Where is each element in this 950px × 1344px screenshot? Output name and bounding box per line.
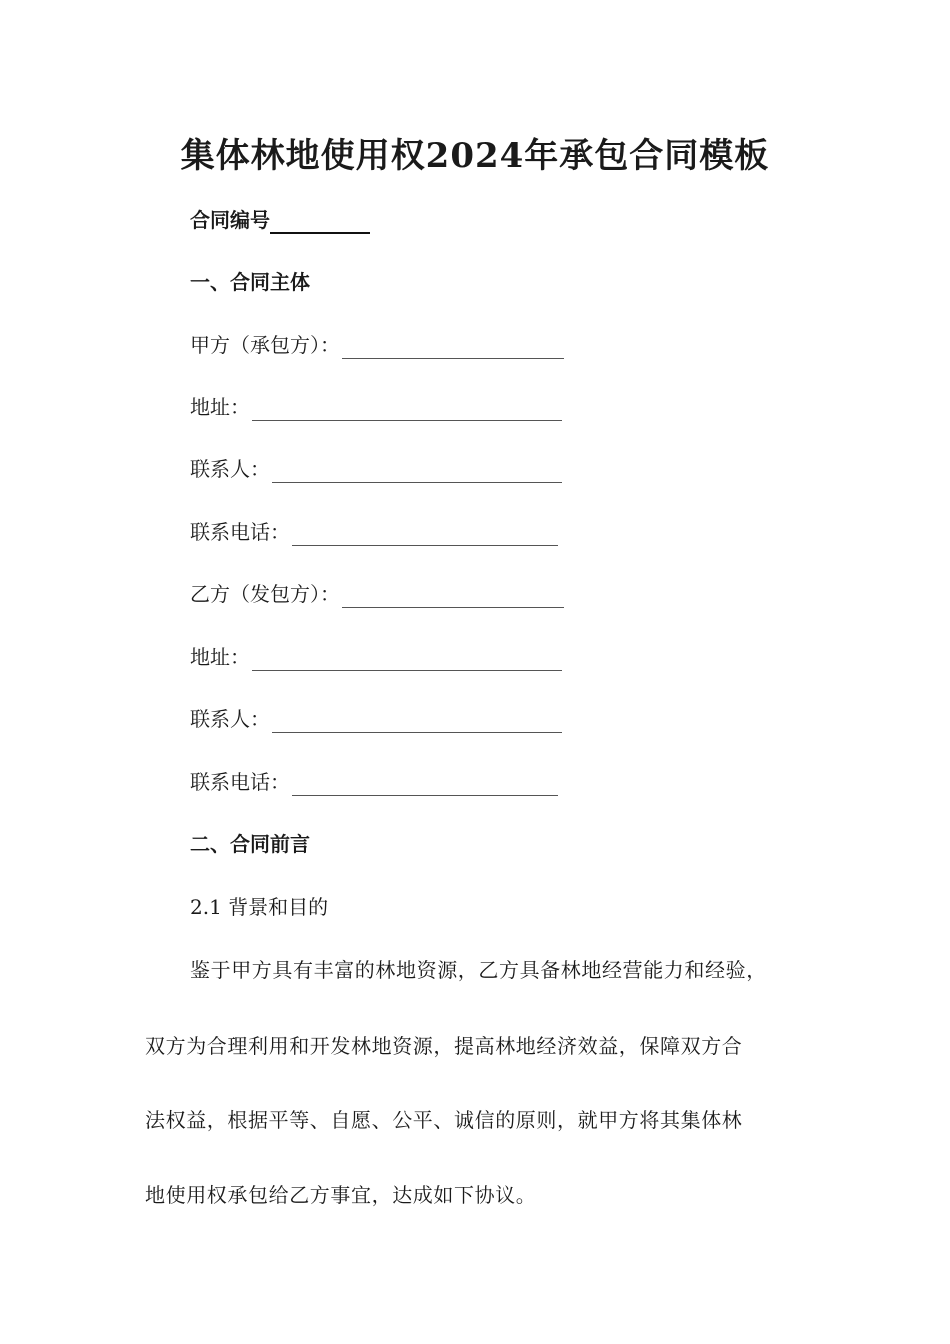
party-b-contact-blank[interactable] [272, 712, 562, 733]
preamble-line-1: 鉴于甲方具有丰富的林地资源，乙方具备林地经营能力和经验， [190, 958, 767, 982]
section2-heading: 二、合同前言 [190, 832, 310, 856]
party-a-phone-blank[interactable] [292, 525, 558, 546]
party-b-phone-row [190, 768, 558, 796]
party-a-phone-row [190, 518, 558, 546]
party-b-contact-label: 联系人： [190, 707, 270, 731]
party-a-label: 甲方（承包方）： [190, 333, 340, 357]
party-b-phone-label: 联系电话： [190, 770, 290, 794]
party-b-phone-blank[interactable] [292, 775, 558, 796]
party-b-blank[interactable] [342, 587, 564, 608]
party-a-row [190, 331, 564, 359]
party-a-phone-label: 联系电话： [190, 520, 290, 544]
subsection-2-1: 2.1 背景和目的 [190, 895, 329, 919]
contract-number-blank[interactable] [270, 212, 370, 234]
contract-number-label: 合同编号 [190, 208, 270, 232]
party-a-blank[interactable] [342, 338, 564, 359]
party-b-contact-row [190, 705, 562, 733]
document-title: 集体林地使用权2024年承包合同模板 [180, 136, 770, 176]
party-a-contact-blank[interactable] [272, 462, 562, 483]
party-a-address-blank[interactable] [252, 400, 562, 421]
preamble-line-4: 地使用权承包给乙方事宜，达成如下协议。 [145, 1183, 537, 1207]
preamble-line-2: 双方为合理利用和开发林地资源，提高林地经济效益，保障双方合 [145, 1034, 743, 1058]
preamble-line-3: 法权益，根据平等、自愿、公平、诚信的原则，就甲方将其集体林 [145, 1108, 743, 1132]
party-a-address-label: 地址： [190, 395, 250, 419]
section1-heading: 一、合同主体 [190, 270, 310, 294]
contract-number-row [190, 206, 370, 234]
party-b-address-blank[interactable] [252, 650, 562, 671]
party-a-address-row [190, 393, 562, 421]
party-a-contact-row [190, 455, 562, 483]
party-b-label: 乙方（发包方）： [190, 582, 340, 606]
party-b-address-row [190, 643, 562, 671]
party-a-contact-label: 联系人： [190, 457, 270, 481]
party-b-row [190, 580, 564, 608]
party-b-address-label: 地址： [190, 645, 250, 669]
